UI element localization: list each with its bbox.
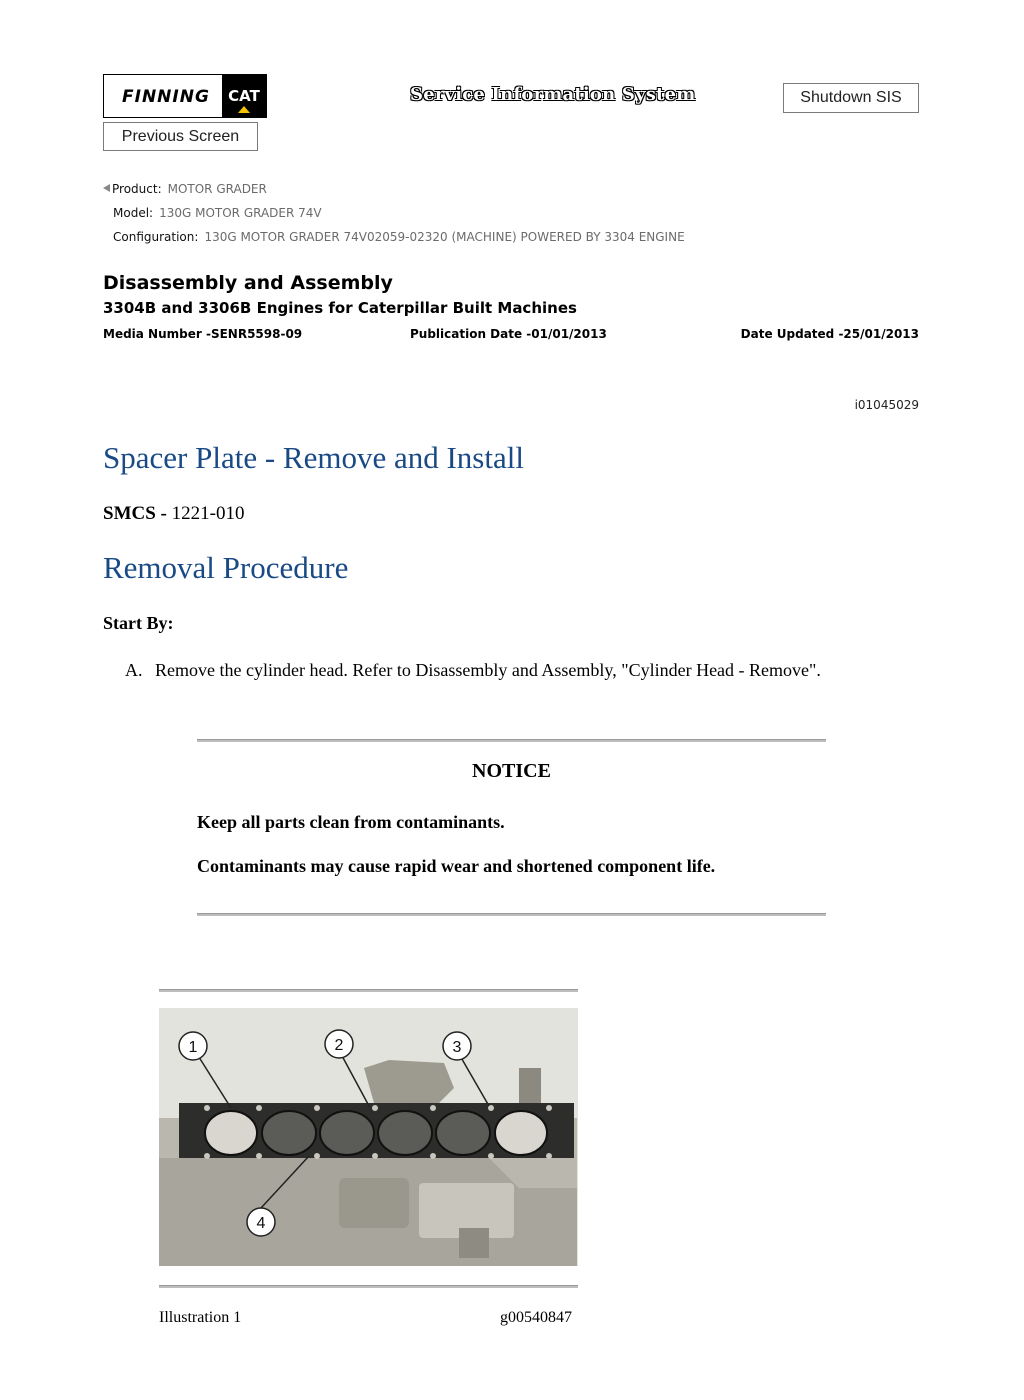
configuration-row	[113, 230, 685, 244]
cat-logo-icon	[222, 75, 266, 117]
callout-1: 1	[188, 1039, 198, 1056]
callout-2: 2	[334, 1037, 344, 1054]
publication-date: Publication Date -01/01/2013	[410, 327, 607, 341]
step-marker: A.	[125, 660, 143, 680]
configuration-label: Configuration:	[113, 230, 199, 244]
engine-illustration	[159, 1008, 578, 1266]
notice-title: NOTICE	[472, 760, 551, 782]
product-row	[103, 182, 267, 196]
model-label: Model:	[113, 206, 154, 220]
callout-3: 3	[452, 1039, 462, 1056]
configuration-value: 130G MOTOR GRADER 74V02059-02320 (MACHINE) POWERED BY 3304 ENGINE	[204, 230, 685, 244]
illustration-id: g00540847	[500, 1309, 572, 1326]
callout-4: 4	[256, 1215, 266, 1232]
product-value: MOTOR GRADER	[167, 182, 267, 196]
notice-divider-top	[197, 739, 826, 742]
start-by-label: Start By:	[103, 613, 174, 633]
finning-wordmark: FINNING	[122, 87, 210, 107]
date-updated: Date Updated -25/01/2013	[740, 327, 919, 341]
smcs-code	[103, 503, 244, 525]
smcs-label: SMCS -	[103, 503, 167, 524]
model-row	[113, 206, 322, 220]
illustration-divider-bottom	[159, 1285, 578, 1288]
notice-line-2: Contaminants may cause rapid wear and shortened component life.	[197, 856, 716, 876]
document-id: i01045029	[854, 398, 919, 412]
back-arrow-icon[interactable]	[103, 184, 110, 192]
model-value: 130G MOTOR GRADER 74V	[159, 206, 322, 220]
media-number: Media Number -SENR5598-09	[103, 327, 303, 341]
document-title: Disassembly and Assembly	[103, 272, 393, 294]
step-text: Remove the cylinder head. Refer to Disassembly and Assembly, "Cylinder Head - Remove".	[155, 660, 821, 680]
system-title: Service Information System	[410, 84, 696, 105]
page-title: Spacer Plate - Remove and Install	[103, 440, 524, 475]
previous-screen-button[interactable]: Previous Screen	[103, 122, 258, 151]
smcs-value: 1221-010	[171, 503, 245, 524]
notice-line-1: Keep all parts clean from contaminants.	[197, 812, 505, 832]
illustration-caption: Illustration 1	[159, 1309, 242, 1326]
cat-wordmark: CAT	[228, 87, 260, 105]
illustration-divider-top	[159, 989, 578, 992]
product-label: Product:	[112, 182, 162, 196]
finning-cat-logo	[103, 74, 267, 118]
notice-divider-bottom	[197, 913, 826, 916]
section-heading: Removal Procedure	[103, 550, 349, 585]
shutdown-sis-button[interactable]: Shutdown SIS	[783, 83, 919, 113]
document-subtitle: 3304B and 3306B Engines for Caterpillar Built Machines	[103, 299, 577, 317]
